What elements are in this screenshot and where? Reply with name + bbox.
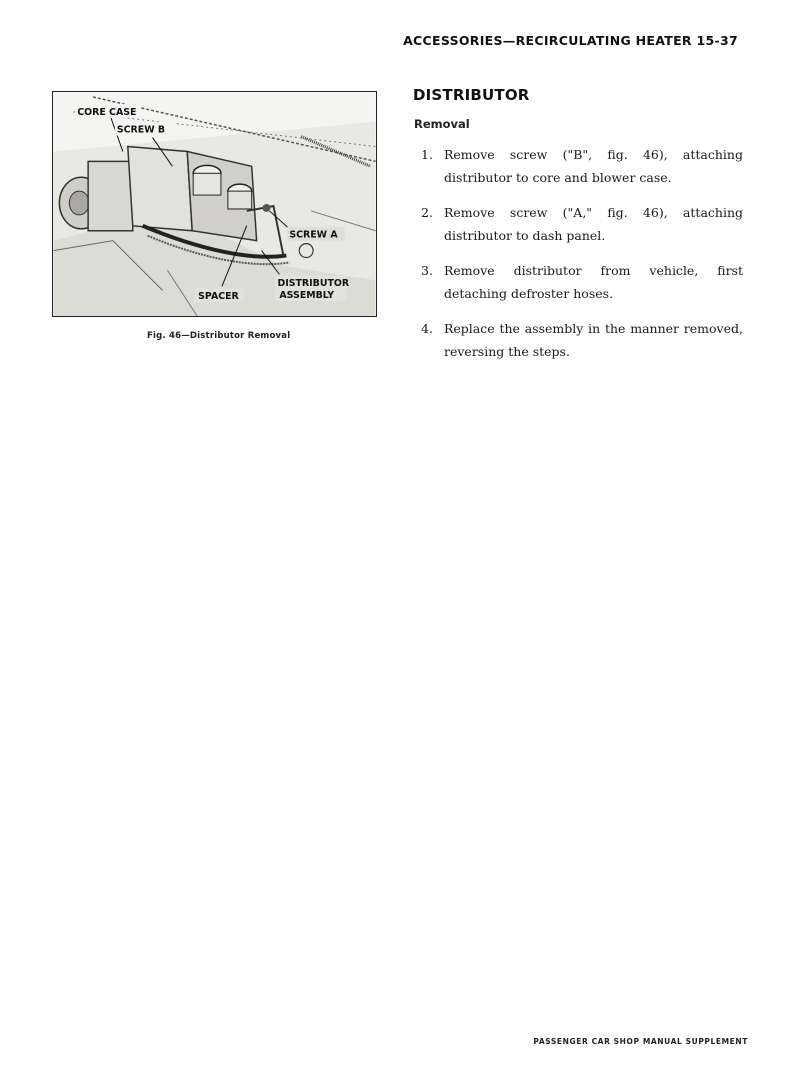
distributor-illustration — [53, 92, 376, 316]
label-core-case: CORE CASE — [77, 106, 137, 118]
section-subtitle: Removal — [414, 117, 470, 131]
label-assembly: ASSEMBLY — [279, 290, 335, 302]
step-item — [421, 317, 743, 363]
step-number: 2. — [421, 205, 433, 220]
removal-steps — [421, 143, 743, 375]
page-footer: PASSENGER CAR SHOP MANUAL SUPPLEMENT — [533, 1037, 748, 1046]
figure-caption: Fig. 46—Distributor Removal — [147, 331, 291, 341]
step-number: 4. — [421, 321, 433, 336]
step-text: Remove screw ("A," fig. 46), attaching distributor to dash panel. — [444, 205, 743, 243]
section-title: DISTRIBUTOR — [413, 86, 530, 104]
step-number: 1. — [421, 147, 433, 162]
label-screw-b: SCREW B — [116, 124, 166, 136]
step-item — [421, 143, 743, 189]
step-item — [421, 201, 743, 247]
step-text: Replace the assembly in the manner removed, reversing the steps. — [444, 321, 743, 359]
label-spacer: SPACER — [198, 291, 239, 303]
label-distributor: DISTRIBUTOR — [277, 278, 350, 290]
step-number: 3. — [421, 263, 433, 278]
page-header: ACCESSORIES—RECIRCULATING HEATER 15-37 — [403, 33, 738, 48]
step-text: Remove distributor from vehicle, first detaching defroster hoses. — [444, 263, 743, 301]
figure-46-photo — [52, 91, 377, 317]
label-screw-a: SCREW A — [289, 229, 338, 241]
step-text: Remove screw ("B", fig. 46), attaching distributor to core and blower case. — [444, 147, 743, 185]
step-item — [421, 259, 743, 305]
